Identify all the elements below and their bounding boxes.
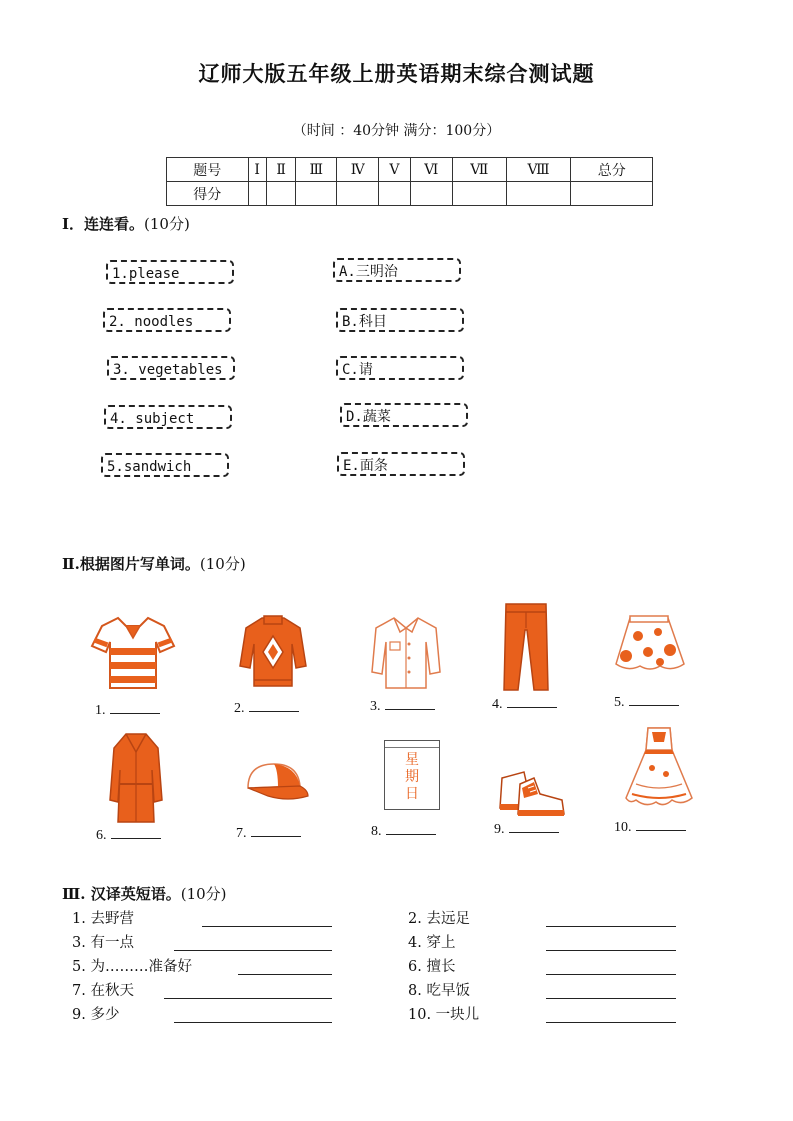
- picture-answer-10[interactable]: [614, 820, 686, 836]
- match-left-5[interactable]: 5.sandwich: [101, 453, 229, 477]
- score-cell[interactable]: [453, 182, 507, 206]
- phrase-1-answer-line[interactable]: [202, 925, 332, 927]
- phrase-9-answer-line[interactable]: [174, 1021, 332, 1023]
- section-3-title: Ⅲ. 汉译英短语。: [62, 885, 181, 903]
- picture-number: 1.: [95, 703, 106, 718]
- header-cell: Ⅳ: [337, 158, 379, 182]
- header-cell: Ⅲ: [296, 158, 337, 182]
- score-cell[interactable]: [571, 182, 653, 206]
- cap-icon: [238, 758, 310, 804]
- score-cell[interactable]: [410, 182, 452, 206]
- coat-icon: [108, 730, 164, 826]
- header-cell: Ⅷ: [506, 158, 571, 182]
- phrase-3: 3. 有一点: [72, 935, 134, 951]
- dress-icon: [622, 724, 696, 810]
- section-2-heading: [62, 553, 246, 574]
- match-right-e[interactable]: E.面条: [337, 452, 465, 476]
- match-right-a[interactable]: A.三明治: [333, 258, 461, 282]
- picture-answer-6[interactable]: [96, 828, 161, 844]
- row-label: 得分: [167, 182, 249, 206]
- header-cell: 题号: [167, 158, 249, 182]
- phrase-7-answer-line[interactable]: [164, 997, 332, 999]
- section-3-heading: [62, 883, 227, 904]
- picture-number: 8.: [371, 824, 382, 839]
- phrase-4: 4. 穿上: [408, 935, 456, 951]
- match-right-b[interactable]: B.科目: [336, 308, 464, 332]
- score-cell[interactable]: [296, 182, 337, 206]
- picture-answer-8[interactable]: [371, 824, 436, 840]
- header-cell: Ⅴ: [379, 158, 410, 182]
- picture-answer-2[interactable]: [234, 701, 299, 717]
- picture-answer-3[interactable]: [370, 699, 435, 715]
- picture-answer-4[interactable]: [492, 697, 557, 713]
- picture-number: 2.: [234, 701, 245, 716]
- phrase-3-answer-line[interactable]: [174, 949, 332, 951]
- match-right-d[interactable]: D.蔬菜: [340, 403, 468, 427]
- t-shirt-icon: [90, 612, 176, 692]
- phrase-8: 8. 吃早饭: [408, 983, 470, 999]
- phrase-5: 5. 为………准备好: [72, 959, 192, 975]
- sweater-icon: [238, 614, 308, 690]
- picture-answer-1[interactable]: [95, 703, 160, 719]
- score-cell[interactable]: [266, 182, 296, 206]
- picture-number: 4.: [492, 697, 503, 712]
- pants-icon: [502, 602, 550, 694]
- phrase-7: 7. 在秋天: [72, 983, 134, 999]
- score-cell[interactable]: [506, 182, 571, 206]
- phrase-5-answer-line[interactable]: [238, 973, 332, 975]
- score-table-row: [167, 182, 653, 206]
- section-3-points: (10分): [180, 885, 227, 903]
- picture-answer-5[interactable]: [614, 695, 679, 711]
- picture-answer-7[interactable]: [236, 826, 301, 842]
- picture-number: 10.: [614, 820, 632, 835]
- section-2-points: (10分): [199, 555, 246, 573]
- phrase-1: 1. 去野营: [72, 911, 134, 927]
- score-cell[interactable]: [248, 182, 266, 206]
- picture-number: 3.: [370, 699, 381, 714]
- score-table-header: [167, 158, 653, 182]
- match-left-1[interactable]: 1.please: [106, 260, 234, 284]
- match-left-2[interactable]: 2. noodles: [103, 308, 231, 332]
- calendar-text: 星期日: [405, 752, 419, 802]
- section-2-title: Ⅱ.根据图片写单词。: [62, 555, 200, 573]
- phrase-10: 10. 一块儿: [408, 1007, 480, 1023]
- skirt-icon: [612, 614, 688, 674]
- picture-answer-9[interactable]: [494, 822, 559, 838]
- shoes-icon: [494, 766, 578, 820]
- header-cell: Ⅵ: [410, 158, 452, 182]
- score-table: [166, 157, 653, 206]
- match-left-3[interactable]: 3. vegetables: [107, 356, 235, 380]
- phrase-2: 2. 去远足: [408, 911, 470, 927]
- score-cell[interactable]: [337, 182, 379, 206]
- picture-number: 9.: [494, 822, 505, 837]
- picture-number: 6.: [96, 828, 107, 843]
- section-1-heading: [62, 213, 190, 234]
- picture-number: 5.: [614, 695, 625, 710]
- phrase-6-answer-line[interactable]: [546, 973, 676, 975]
- page-title: 辽师大版五年级上册英语期末综合测试题: [198, 61, 595, 86]
- phrase-10-answer-line[interactable]: [546, 1021, 676, 1023]
- section-1-points: (10分): [144, 215, 190, 233]
- phrase-6: 6. 擅长: [408, 959, 456, 975]
- header-cell: Ⅱ: [266, 158, 296, 182]
- picture-number: 7.: [236, 826, 247, 841]
- phrase-8-answer-line[interactable]: [546, 997, 676, 999]
- header-cell: 总分: [571, 158, 653, 182]
- match-right-c[interactable]: C.请: [336, 356, 464, 380]
- phrase-2-answer-line[interactable]: [546, 925, 676, 927]
- shirt-icon: [368, 612, 444, 692]
- phrase-4-answer-line[interactable]: [546, 949, 676, 951]
- match-left-4[interactable]: 4. subject: [104, 405, 232, 429]
- header-cell: Ⅶ: [453, 158, 507, 182]
- calendar-icon: [384, 740, 440, 810]
- score-cell[interactable]: [379, 182, 410, 206]
- phrase-9: 9. 多少: [72, 1007, 120, 1023]
- section-1-title: Ⅰ．连连看。: [62, 215, 145, 233]
- exam-info: （时间 ：40分钟 满分：100分）: [292, 123, 501, 139]
- header-cell: Ⅰ: [248, 158, 266, 182]
